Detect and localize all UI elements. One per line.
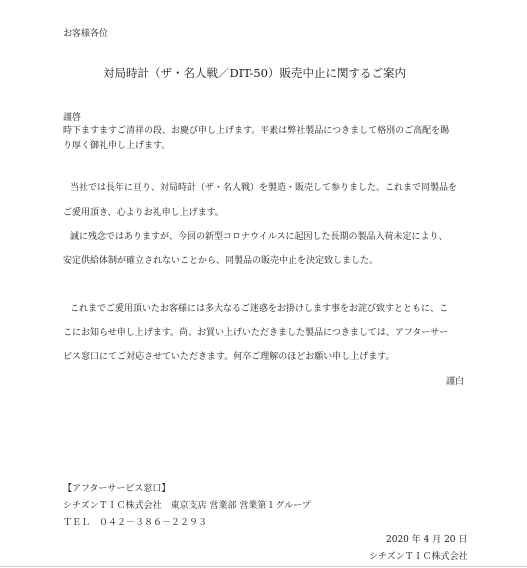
- contact-tel: ＴＥＬ ０４２－３８６－２２９３: [63, 518, 208, 528]
- para3-line-3: ビス窓口にてご対応させていただきます。何卒ご理解のほどお願い申し上げます。: [63, 352, 395, 362]
- para1-line-2: ご愛用頂き、心よりお礼申し上げます。: [63, 208, 224, 218]
- contact-heading: 【アフターサービス窓口】: [63, 484, 171, 494]
- greeting-line-2: り厚く御礼申し上げます。: [63, 141, 171, 151]
- contact-company: シチズンＴＩＣ株式会社 東京支店 営業部 営業第１グループ: [63, 501, 311, 511]
- para3-line-1: これまでご愛用頂いたお客様には多大なるご迷惑をお掛けします事をお詫び致すとともに、こ: [70, 304, 449, 314]
- issue-date: 2020 年 4 月 20 日: [386, 535, 468, 545]
- closing-salutation: 謹白: [446, 377, 465, 387]
- para2-line-1: 誠に残念ではありますが、今回の新型コロナウイルスに起因した長期の製品入荷未定により、: [70, 232, 448, 242]
- sender-company: シチズンＴＩＣ株式会社: [369, 552, 468, 562]
- document-title: 対局時計（ザ・名人戦／DIT-50）販売中止に関するご案内: [103, 66, 406, 80]
- recipient: お客様各位: [63, 29, 109, 39]
- para2-line-2: 安定供給体制が確立されないことから、同製品の販売中止を決定致しました。: [63, 256, 379, 266]
- opening-salutation: 謹啓: [63, 113, 82, 123]
- para3-line-2: こにお知らせ申し上げます。尚、お買い上げいただきました製品につきましては、アフターサー: [63, 328, 449, 338]
- page-bottom-border: [0, 566, 527, 567]
- para1-line-1: 当社では長年に亘り、対局時計（ザ・名人戦）を製造・販売して参りました。これまで同製品を: [70, 183, 458, 193]
- greeting-line-1: 時下ますますご清祥の段、お慶び申し上げます。平素は弊社製品につきまして格別のご高配を賜: [63, 126, 450, 136]
